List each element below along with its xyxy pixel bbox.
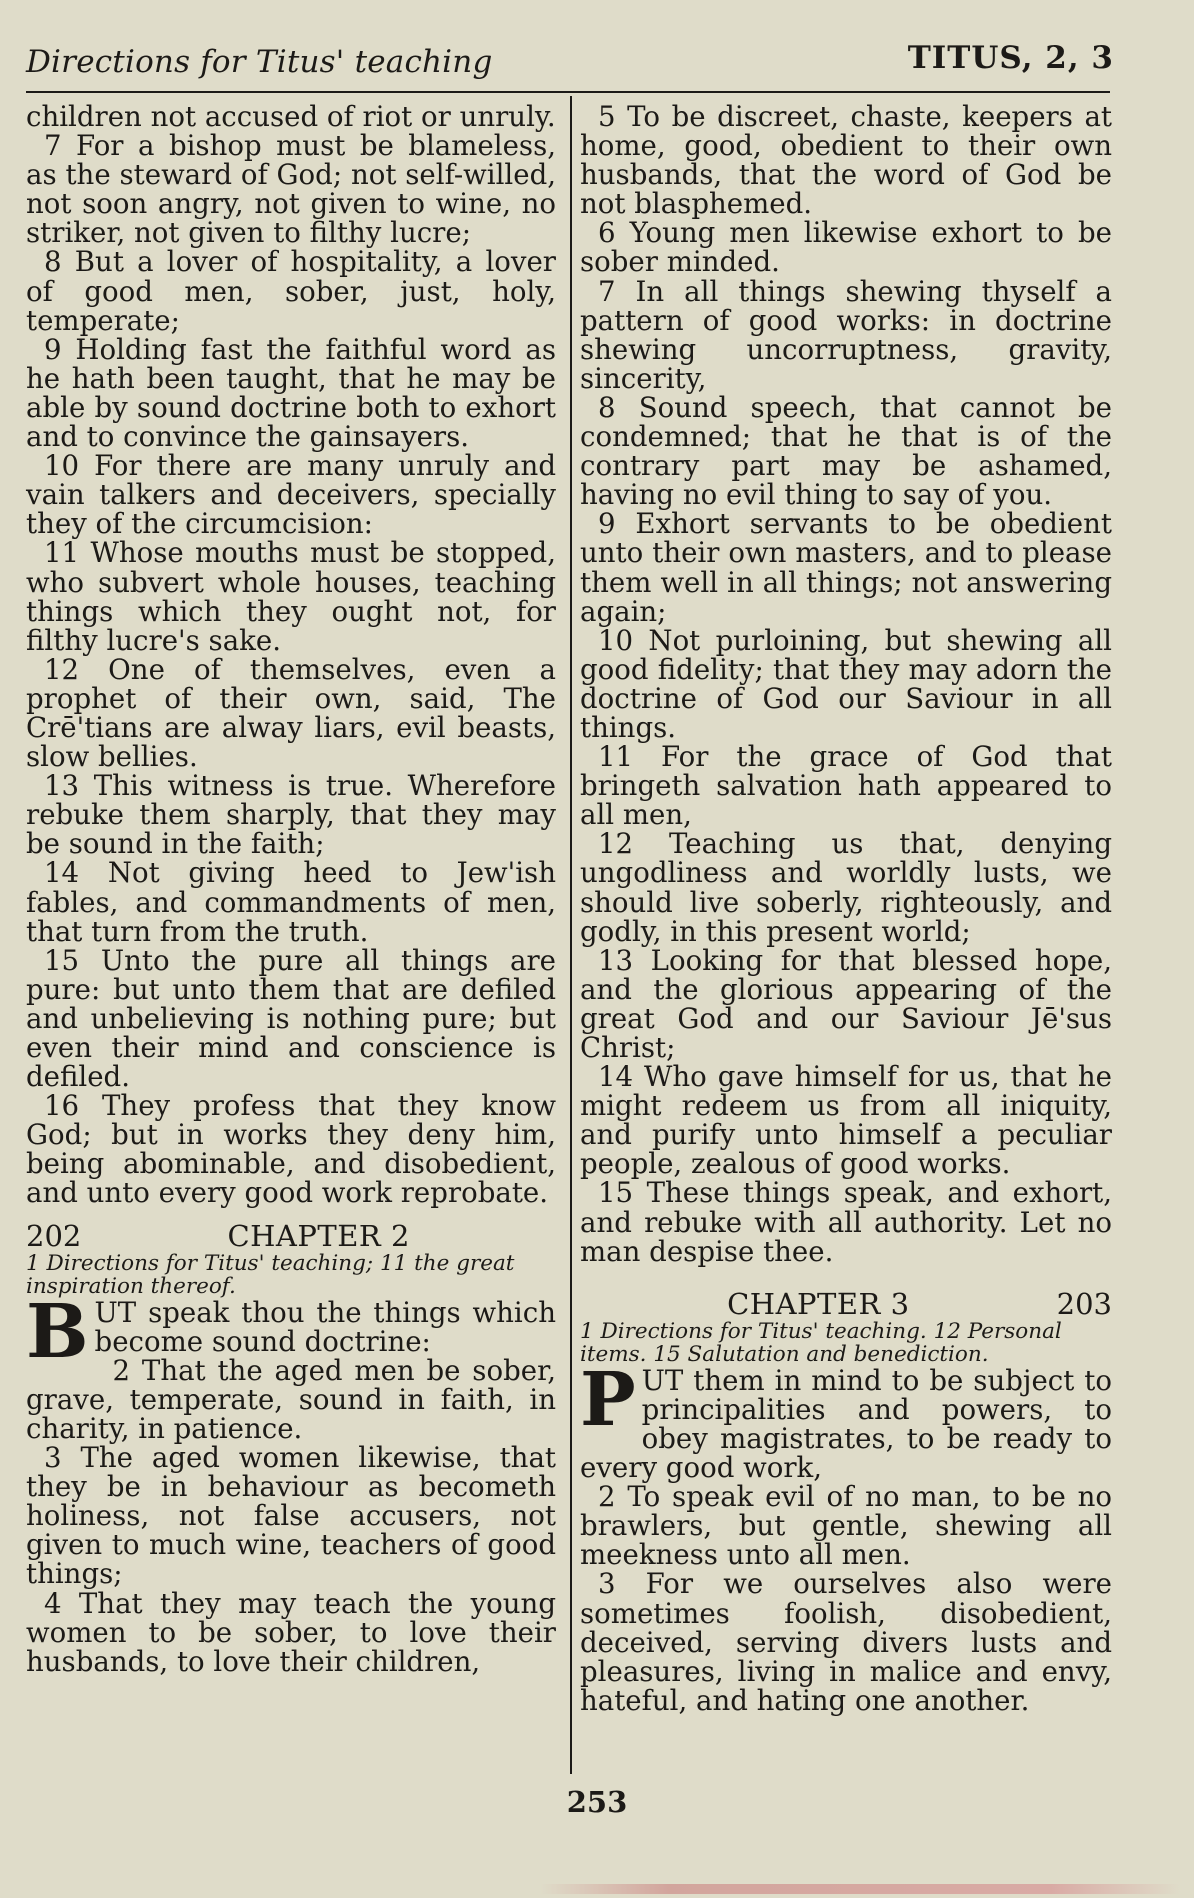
running-head-right: TITUS, 2, 3	[907, 40, 1114, 76]
left-column	[26, 102, 556, 1676]
verse-2-14: 14 Who gave himself for us, that he might redeem us from all iniquity, and purify unto himself a peculiar people, zealous of good works.	[580, 1060, 1112, 1181]
verse-2-15: 15 These things speak, and exhort, and rebuke with all authority. Let no man despise thee.	[580, 1176, 1112, 1268]
column-divider	[570, 96, 572, 1774]
chapter-3-heading	[580, 1288, 1112, 1320]
chapter-2-summary: 1 Directions for Titus' teaching; 11 the great inspiration thereof.	[26, 1250, 515, 1299]
verse-2-1: UT speak thou the things which become sound doctrine:	[94, 1295, 556, 1358]
verse-2-2: 2 That the aged men be sober, grave, temperate, sound in faith, in charity, in patience.	[26, 1353, 556, 1445]
header-rule	[26, 91, 1110, 93]
verse-1-16: 16 They profess that they know God; but in works they deny him, being abominable, and disobedient, and unto every good work reprobate.	[26, 1089, 556, 1210]
running-head-left: Directions for Titus' teaching	[26, 44, 493, 80]
right-column	[580, 102, 1112, 1715]
verse-2-5: 5 To be discreet, chaste, keepers at home, good, obedient to their own husbands, that the word of God be not blasphemed.	[580, 100, 1112, 221]
verse-1-13: 13 This witness is true. Wherefore rebuke them sharply, that they may be sound in the faith;	[26, 769, 556, 861]
verse-2-13: 13 Looking for that blessed hope, and the glorious appearing of the great God and our Saviour Jē'sus Christ;	[580, 943, 1112, 1064]
verse-1-12: 12 One of themselves, even a prophet of their own, said, The Crē'tians are alway liars, evil beasts, slow bellies.	[26, 652, 556, 774]
verse-1-10: 10 For there are many unruly and vain talkers and deceivers, specially they of the circumcision:	[26, 449, 556, 541]
verse-2-12: 12 Teaching us that, denying ungodliness and worldly lusts, we should live soberly, righteously, and godly, in this present world;	[580, 827, 1112, 948]
verse-3-2: 2 To speak evil of no man, to be no brawlers, but gentle, shewing all meekness unto all men.	[580, 1480, 1112, 1572]
verse-1-14: 14 Not giving heed to Jew'ish fables, and commandments of men, that turn from the truth.	[26, 856, 556, 948]
chapter-2-dropcap: B	[26, 1288, 89, 1375]
verse-3-1: UT them in mind to be subject to principalities and powers, to obey magistrates, to be ready to every good work,	[580, 1363, 1112, 1485]
verse-1-7: 7 For a bishop must be blameless, as the steward of God; not self-willed, not soon angry, not given to wine, no striker, not given to filthy lucre;	[26, 129, 556, 250]
verse-2-9: 9 Exhort servants to be obedient unto their own masters, and to please them well in all things; not answering again;	[580, 507, 1112, 628]
chapter-3-opening	[580, 1356, 1112, 1485]
verse-1-6-continuation: children not accused of riot or unruly.	[26, 100, 556, 133]
verse-2-7: 7 In all things shewing thyself a pattern of good works: in doctrine shewing uncorruptness, gravity, sincerity,	[580, 274, 1112, 395]
chapter-3-dropcap: P	[580, 1356, 636, 1443]
chapter-3-title: CHAPTER 3	[727, 1286, 910, 1321]
verse-2-3: 3 The aged women likewise, that they be in behaviour as becometh holiness, not false accusers, not given to much wine, teachers of good things;	[26, 1441, 556, 1591]
verse-1-8: 8 But a lover of hospitality, a lover of good men, sober, just, holy, temperate;	[26, 245, 556, 337]
verse-2-11: 11 For the grace of God that bringeth salvation hath appeared to all men,	[580, 740, 1112, 832]
chapter-2-title: CHAPTER 2	[227, 1218, 410, 1253]
verse-2-6: 6 Young men likewise exhort to be sober minded.	[580, 216, 1112, 279]
chapter-3-page-ref: 203	[1056, 1286, 1112, 1321]
chapter-2-page-ref: 202	[26, 1218, 82, 1253]
verse-2-4: 4 That they may teach the young women to be sober, to love their husbands, to love their children,	[26, 1586, 556, 1678]
verse-2-10: 10 Not purloining, but shewing all good fidelity; that they may adorn the doctrine of God our Saviour in all things.	[580, 623, 1112, 744]
page-number: 253	[566, 1785, 628, 1819]
verse-1-11: 11 Whose mouths must be stopped, who subvert whole houses, teaching things which they ought not, for filthy lucre's sake.	[26, 536, 556, 657]
verse-2-8: 8 Sound speech, that cannot be condemned; that he that is of the contrary part may be ashamed, having no evil thing to say of you.	[580, 390, 1112, 512]
verse-3-3: 3 For we ourselves also were sometimes foolish, disobedient, deceived, serving divers lusts and pleasures, living in malice and envy, hateful, and hating one another.	[580, 1567, 1112, 1717]
page-edge-stain	[540, 1884, 1180, 1894]
chapter-2-heading	[26, 1220, 556, 1252]
verse-1-9: 9 Holding fast the faithful word as he hath been taught, that he may be able by sound doctrine both to exhort and to convince the gainsayers.	[26, 332, 556, 454]
verse-1-15: 15 Unto the pure all things are pure: but unto them that are defiled and unbelieving is nothing pure; but even their mind and conscience is defiled.	[26, 943, 556, 1094]
chapter-3-summary: 1 Directions for Titus' teaching. 12 Personal items. 15 Salutation and benediction.	[580, 1318, 1062, 1367]
chapter-2-opening	[26, 1288, 556, 1375]
